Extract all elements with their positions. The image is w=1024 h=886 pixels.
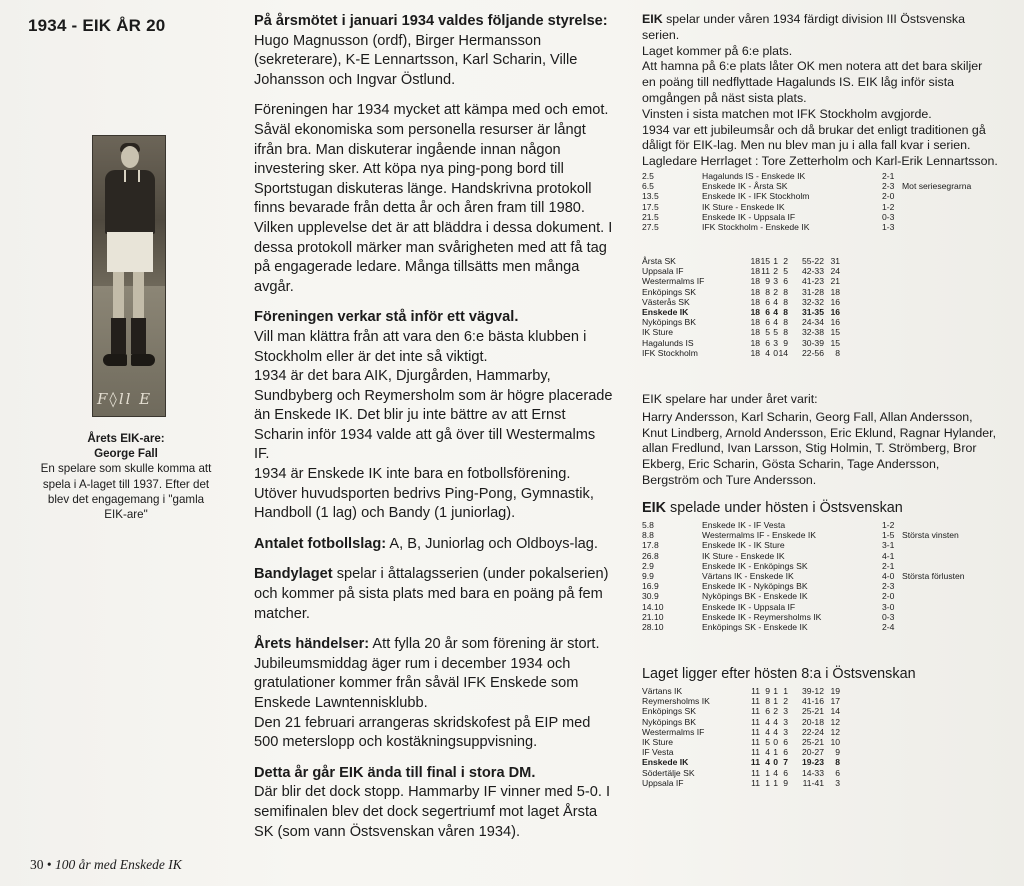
wins: 5 xyxy=(765,737,770,748)
draws: 4 xyxy=(773,726,778,737)
goals: 14-33 xyxy=(802,767,824,778)
goals: 22-24 xyxy=(802,726,824,737)
match-teams: Enskede IK - Uppsala IF xyxy=(702,211,796,222)
team-name: Nyköpings BK xyxy=(642,317,696,328)
page-footer xyxy=(30,857,182,873)
points: 16 xyxy=(830,317,840,328)
standings-row xyxy=(642,287,840,297)
losses: 14 xyxy=(778,347,788,358)
match-note xyxy=(902,602,1002,612)
points: 17 xyxy=(830,696,840,707)
match-row xyxy=(642,591,1002,601)
losses: 9 xyxy=(783,337,788,348)
match-row xyxy=(642,191,982,201)
bandy-heading: Bandylaget xyxy=(254,566,333,583)
points: 18 xyxy=(830,286,840,297)
match-note xyxy=(902,520,1002,530)
match-note xyxy=(902,612,1002,622)
team-name: Hagalunds IS xyxy=(642,337,694,348)
standings-row xyxy=(642,327,840,337)
draws: 1 xyxy=(773,686,778,696)
draws: 0 xyxy=(773,737,778,748)
match-date: 2.9 xyxy=(642,560,654,571)
match-row xyxy=(642,581,1002,591)
wins: 4 xyxy=(765,757,770,768)
games-played: 18 xyxy=(750,347,760,358)
standings-row xyxy=(642,717,840,727)
match-result: 2-3 xyxy=(882,581,895,592)
match-row xyxy=(642,530,1002,540)
match-note xyxy=(902,191,982,201)
match-date: 9.9 xyxy=(642,571,654,582)
points: 16 xyxy=(830,307,840,318)
match-result: 1-2 xyxy=(882,520,895,530)
standings-row xyxy=(642,696,840,706)
losses: 1 xyxy=(783,686,788,696)
standings-row xyxy=(642,757,840,767)
crossroads-heading: Föreningen verkar stå inför ett vägval. xyxy=(254,309,519,326)
standings-row xyxy=(642,256,840,266)
match-result: 2-0 xyxy=(882,591,895,602)
match-result: 4-0 xyxy=(882,571,895,582)
losses: 8 xyxy=(783,307,788,318)
match-note xyxy=(902,591,1002,601)
crossroads-text-2: 1934 är det bara AIK, Djurgården, Hammarby, Sundbyberg och Reymersholm som är högre placerade än Enskede IK. Det blir ju inte bättre av att Ernst Scharin inför 1934 valde att gå över till Westermalms IF. xyxy=(254,368,613,463)
photo-handwriting: F◊ll E xyxy=(97,390,153,408)
autumn-matches-table xyxy=(642,520,1002,632)
wins: 6 xyxy=(765,307,770,318)
match-date: 16.9 xyxy=(642,581,659,592)
games-played: 11 xyxy=(750,757,760,768)
board-section xyxy=(254,12,614,90)
games-played: 18 xyxy=(750,296,760,307)
games-played: 11 xyxy=(751,726,760,737)
standings-row xyxy=(642,276,840,286)
match-teams: Enskede IK - IFK Stockholm xyxy=(702,191,810,202)
match-date: 28.10 xyxy=(642,622,664,633)
wins: 9 xyxy=(765,276,770,287)
wins: 15 xyxy=(760,256,770,266)
autumn-heading xyxy=(642,500,903,516)
match-date: 17.5 xyxy=(642,201,659,212)
losses: 5 xyxy=(783,266,788,277)
match-date: 13.5 xyxy=(642,191,659,202)
goals: 20-27 xyxy=(802,747,824,758)
match-result: 3-0 xyxy=(882,601,895,612)
struggle-text: Föreningen har 1934 mycket att kämpa med och emot. Såväl ekonomiska som personella resurser är långt ifrån bra. Man diskuterar ingående innan någon investering sker. Att köpa nya ping-pong bord till Sportstugan diskuteras länge. Handskrivna protokoll finns bevarade från detta år och åren fram till 1980. Vilken upplevelse det är att bläddra i dessa dokument. I dessa protokoll märker man svårigheten med att få tag på engagerade ledare. Många tillsätts men många avgår. xyxy=(254,102,613,295)
match-date: 17.8 xyxy=(642,540,659,551)
games-played: 11 xyxy=(751,777,760,788)
dm-text: Där blir det dock stopp. Hammarby IF vinner med 5-0. I semifinalen blev det dock segertriumf mot laget Årsta SK (som vann Östsvenskan våren 1934). xyxy=(254,784,611,840)
draws: 1 xyxy=(773,696,778,707)
crossroads-section xyxy=(254,308,614,524)
wins: 8 xyxy=(765,696,770,707)
match-teams: IFK Stockholm - Enskede IK xyxy=(702,222,810,233)
players-text: Harry Andersson, Karl Scharin, Georg Fall, Allan Andersson, Knut Lindberg, Arnold Andersson, Eric Eklund, Ragnar Hylander, allan Fredlund, Ivan Larsson, Stig Holmin, T. Strömberg, Bror Ekberg, Eric Scharin, Gösta Scharin, Tage Andersson, Bergström och Ture Andersson. xyxy=(642,409,997,487)
match-note xyxy=(902,551,1002,561)
match-note xyxy=(902,222,982,232)
goals: 19-23 xyxy=(802,757,824,768)
points: 31 xyxy=(830,256,840,266)
match-teams: Enköpings SK - Enskede IK xyxy=(702,622,808,633)
match-result: 2-0 xyxy=(882,191,895,202)
draws: 4 xyxy=(773,296,778,307)
match-note xyxy=(902,561,1002,571)
points: 24 xyxy=(830,266,840,277)
teams-text: A, B, Juniorlag och Oldboys-lag. xyxy=(386,535,598,552)
losses: 3 xyxy=(783,706,788,717)
losses: 2 xyxy=(783,256,788,266)
wins: 4 xyxy=(765,747,770,758)
spring-standings-table xyxy=(642,256,840,358)
draws: 4 xyxy=(773,307,778,318)
match-note xyxy=(902,212,982,222)
intro-line-4: Vinsten i sista matchen mot IFK Stockholm avgjorde. xyxy=(642,106,932,121)
points: 21 xyxy=(830,276,840,287)
team-name: Enköpings SK xyxy=(642,706,696,717)
standings-row xyxy=(642,706,840,716)
match-date: 8.8 xyxy=(642,530,654,541)
wins: 4 xyxy=(765,347,770,358)
bandy-section xyxy=(254,565,614,624)
match-teams: Enskede IK - Årsta SK xyxy=(702,181,788,192)
points: 8 xyxy=(835,347,840,358)
match-date: 5.8 xyxy=(642,520,654,530)
draws: 1 xyxy=(773,256,778,266)
match-row xyxy=(642,571,1002,581)
losses: 9 xyxy=(783,777,788,788)
match-result: 2-4 xyxy=(882,622,895,633)
goals: 32-32 xyxy=(802,296,824,307)
match-teams: Enskede IK - IK Sture xyxy=(702,540,785,551)
wins: 1 xyxy=(765,777,770,788)
autumn-standings-table xyxy=(642,686,840,788)
match-note xyxy=(902,540,1002,550)
wins: 9 xyxy=(765,686,770,696)
match-teams: Westermalms IF - Enskede IK xyxy=(702,530,816,541)
teams-heading: Antalet fotbollslag: xyxy=(254,535,387,552)
players-heading: EIK spelare har under året varit: xyxy=(642,392,818,406)
match-teams: Nyköpings BK - Enskede IK xyxy=(702,591,808,602)
standings-row xyxy=(642,317,840,327)
draws: 2 xyxy=(773,706,778,717)
wins: 11 xyxy=(761,266,770,277)
team-name: Uppsala IF xyxy=(642,777,684,788)
match-row xyxy=(642,202,982,212)
board-heading: På årsmötet i januari 1934 valdes följande styrelse: xyxy=(254,13,608,29)
bandy-text: spelar i åttalagsserien (under pokalserien) och kommer på sista plats med bara en poäng på fem matcher. xyxy=(254,566,609,622)
points: 16 xyxy=(830,296,840,307)
points: 15 xyxy=(830,327,840,338)
match-result: 0-3 xyxy=(882,211,895,222)
games-played: 11 xyxy=(751,747,760,758)
points: 10 xyxy=(830,737,840,748)
photo-caption xyxy=(40,431,212,522)
wins: 4 xyxy=(765,726,770,737)
caption-title-2: George Fall xyxy=(94,447,158,461)
match-note xyxy=(902,202,982,212)
losses: 3 xyxy=(783,726,788,737)
standings-row xyxy=(642,747,840,757)
match-result: 2-1 xyxy=(882,560,895,571)
page-number: 30 • xyxy=(30,857,52,872)
match-result: 2-3 xyxy=(882,181,895,192)
games-played: 11 xyxy=(751,696,760,707)
goals: 42-33 xyxy=(802,266,824,277)
autumn-standings-heading: Laget ligger efter hösten 8:a i Östsvenskan xyxy=(642,666,916,682)
team-name: Årsta SK xyxy=(642,256,676,266)
intro-line-6: Lagledare Herrlaget : Tore Zetterholm och Karl-Erik Lennartsson. xyxy=(642,154,998,169)
events-text: Att fylla 20 år som förening är stort. Jubileumsmiddag äger rum i december 1934 och gratulationer kommer från såväl IFK Enskede som Enskede Lawntennisklubb. xyxy=(254,636,600,711)
games-played: 18 xyxy=(750,307,760,318)
standings-row xyxy=(642,778,840,788)
match-teams: Värtans IK - Enskede IK xyxy=(702,571,794,582)
draws: 4 xyxy=(773,716,778,727)
points: 15 xyxy=(830,337,840,348)
match-result: 1-3 xyxy=(882,222,895,233)
standings-row xyxy=(642,727,840,737)
team-name: Enskede IK xyxy=(642,307,689,318)
team-name: Westermalms IF xyxy=(642,276,705,287)
draws: 3 xyxy=(773,276,778,287)
wins: 5 xyxy=(765,327,770,338)
team-name: IF Vesta xyxy=(642,747,674,758)
games-played: 18 xyxy=(750,256,760,266)
chapter-title: 1934 - EIK ÅR 20 xyxy=(28,16,166,35)
match-result: 0-3 xyxy=(882,611,895,622)
dm-heading: Detta år går EIK ända till final i stora DM. xyxy=(254,764,536,781)
events-section xyxy=(254,635,614,753)
wins: 6 xyxy=(765,296,770,307)
intro-line-5: 1934 var ett jubileumsår och då brukar det enligt traditionen gå dåligt för EIK-lag. Men nu blev man ju i alla fall kvar i serien. xyxy=(642,122,986,153)
draws: 2 xyxy=(773,286,778,297)
match-note xyxy=(902,171,982,181)
wins: 6 xyxy=(765,317,770,328)
goals: 32-38 xyxy=(802,327,824,338)
standings-row xyxy=(642,737,840,747)
games-played: 18 xyxy=(750,276,760,287)
match-row xyxy=(642,222,982,232)
crossroads-text: Vill man klättra från att vara den 6:e bästa klubben i Stockholm eller är det inte så viktigt. xyxy=(254,328,587,365)
draws: 1 xyxy=(773,747,778,758)
losses: 6 xyxy=(783,276,788,287)
losses: 8 xyxy=(783,317,788,328)
match-teams: Enskede IK - Reymersholms IK xyxy=(702,611,822,622)
events-heading: Årets händelser: xyxy=(254,636,370,653)
games-played: 18 xyxy=(750,266,760,277)
match-row xyxy=(642,551,1002,561)
team-name: Reymersholms IK xyxy=(642,696,710,707)
match-teams: Enskede IK - Enköpings SK xyxy=(702,560,808,571)
match-row xyxy=(642,540,1002,550)
losses: 3 xyxy=(783,716,788,727)
match-row xyxy=(642,561,1002,571)
caption-text: En spelare som skulle komma att spela i A-laget till 1937. Efter det blev det engagemang i "gamla EIK-are" xyxy=(40,462,212,522)
match-row xyxy=(642,602,1002,612)
goals: 30-39 xyxy=(802,337,824,348)
match-date: 27.5 xyxy=(642,222,659,233)
autumn-heading-eik: EIK xyxy=(642,500,666,516)
draws: 0 xyxy=(773,347,778,358)
intro-eik: EIK xyxy=(642,12,663,26)
crossroads-text-3: 1934 är Enskede IK inte bara en fotbollsförening. Utöver huvudsporten bedrivs Ping-Pong, Gymnastik, Handboll (1 lag) och Bandy (1 juniorlag). xyxy=(254,466,594,522)
goals: 31-28 xyxy=(802,286,824,297)
wins: 6 xyxy=(765,337,770,348)
losses: 8 xyxy=(783,327,788,338)
match-teams: Enskede IK - IF Vesta xyxy=(702,520,786,530)
spring-matches-table xyxy=(642,171,982,232)
goals: 31-35 xyxy=(802,307,824,318)
draws: 2 xyxy=(773,266,778,277)
goals: 20-18 xyxy=(802,716,824,727)
team-name: Westermalms IF xyxy=(642,726,705,737)
losses: 6 xyxy=(783,737,788,748)
match-date: 2.5 xyxy=(642,171,654,181)
points: 6 xyxy=(835,767,840,778)
draws: 1 xyxy=(773,777,778,788)
match-row xyxy=(642,181,982,191)
goals: 24-34 xyxy=(802,317,824,328)
points: 12 xyxy=(830,726,840,737)
draws: 0 xyxy=(773,757,778,768)
autumn-heading-text: spelade under hösten i Östsvenskan xyxy=(666,500,903,516)
match-note: Största förlusten xyxy=(902,571,965,582)
goals: 55-22 xyxy=(802,256,824,266)
goals: 41-23 xyxy=(802,276,824,287)
standings-row xyxy=(642,338,840,348)
games-played: 18 xyxy=(750,327,760,338)
draws: 3 xyxy=(773,337,778,348)
main-article xyxy=(254,12,614,853)
team-name: IK Sture xyxy=(642,327,674,338)
intro-line-2: Laget kommer på 6:e plats. xyxy=(642,43,793,58)
match-date: 26.8 xyxy=(642,550,659,561)
match-row xyxy=(642,520,1002,530)
dm-section xyxy=(254,764,614,842)
draws: 4 xyxy=(773,317,778,328)
points: 3 xyxy=(835,777,840,788)
standings-row xyxy=(642,307,840,317)
match-date: 21.5 xyxy=(642,211,659,222)
points: 19 xyxy=(830,686,840,696)
standings-row xyxy=(642,266,840,276)
match-teams: Hagalunds IS - Enskede IK xyxy=(702,171,806,181)
player-photo xyxy=(92,135,166,417)
goals: 22-56 xyxy=(802,347,824,358)
wins: 8 xyxy=(765,286,770,297)
standings-row xyxy=(642,768,840,778)
match-teams: IK Sture - Enskede IK xyxy=(702,550,785,561)
games-played: 11 xyxy=(751,716,760,727)
match-result: 1-2 xyxy=(882,201,895,212)
losses: 6 xyxy=(783,767,788,778)
match-row xyxy=(642,622,1002,632)
games-played: 18 xyxy=(750,317,760,328)
losses: 7 xyxy=(783,757,788,768)
wins: 1 xyxy=(765,767,770,778)
team-name: Enskede IK xyxy=(642,757,689,768)
match-teams: Enskede IK - Uppsala IF xyxy=(702,601,796,612)
losses: 8 xyxy=(783,286,788,297)
wins: 4 xyxy=(765,716,770,727)
wins: 6 xyxy=(765,706,770,717)
match-row xyxy=(642,612,1002,622)
standings-row xyxy=(642,348,840,358)
match-result: 1-5 xyxy=(882,530,895,541)
events-text-2: Den 21 februari arrangeras skridskofest på EIP med 500 meterslopp och kostäkningsuppvisning. xyxy=(254,714,591,751)
match-note: Största vinsten xyxy=(902,530,959,541)
match-note xyxy=(902,581,1002,591)
goals: 39-12 xyxy=(802,686,824,696)
team-name: Enköpings SK xyxy=(642,286,696,297)
match-result: 4-1 xyxy=(882,550,895,561)
match-date: 6.5 xyxy=(642,181,654,192)
games-played: 18 xyxy=(750,286,760,297)
struggle-section xyxy=(254,101,614,297)
match-teams: Enskede IK - Nyköpings BK xyxy=(702,581,808,592)
match-date: 30.9 xyxy=(642,591,659,602)
spring-intro xyxy=(642,12,998,170)
losses: 2 xyxy=(783,696,788,707)
goals: 41-16 xyxy=(802,696,824,707)
goals: 25-21 xyxy=(802,706,824,717)
points: 9 xyxy=(835,747,840,758)
intro-line-3: Att hamna på 6:e plats låter OK men notera att det bara skiljer en poäng till nedflyttade Hagalunds IS. EIK låg inför sista omgången på näst sista plats. xyxy=(642,59,983,105)
match-result: 2-1 xyxy=(882,171,895,181)
team-name: Uppsala IF xyxy=(642,266,684,277)
games-played: 11 xyxy=(751,686,760,696)
team-name: IK Sture xyxy=(642,737,674,748)
losses: 6 xyxy=(783,747,788,758)
standings-row xyxy=(642,297,840,307)
games-played: 11 xyxy=(751,737,760,748)
draws: 4 xyxy=(773,767,778,778)
points: 8 xyxy=(835,757,840,768)
teams-section xyxy=(254,535,614,555)
team-name: Södertälje SK xyxy=(642,767,695,778)
match-row xyxy=(642,171,982,181)
board-text: Hugo Magnusson (ordf), Birger Hermansson (sekreterare), K-E Lennartsson, Karl Scharin, Ville Johansson och Ingvar Östlund. xyxy=(254,32,578,88)
losses: 8 xyxy=(783,296,788,307)
goals: 25-21 xyxy=(802,737,824,748)
team-name: Västerås SK xyxy=(642,296,690,307)
caption-title-1: Årets EIK-are: xyxy=(87,432,165,445)
games-played: 11 xyxy=(751,706,760,717)
book-title: 100 år med Enskede IK xyxy=(54,857,182,872)
intro-line-1: spelar under våren 1934 färdigt division III Östsvenska serien. xyxy=(642,12,966,42)
team-name: IFK Stockholm xyxy=(642,347,698,358)
match-result: 3-1 xyxy=(882,540,895,551)
match-note: Mot seriesegrarna xyxy=(902,181,972,192)
games-played: 11 xyxy=(751,767,760,778)
match-date: 14.10 xyxy=(642,601,664,612)
team-name: Nyköpings BK xyxy=(642,716,696,727)
match-row xyxy=(642,212,982,222)
standings-row xyxy=(642,686,840,696)
match-note xyxy=(902,622,1002,632)
match-date: 21.10 xyxy=(642,611,664,622)
match-teams: IK Sture - Enskede IK xyxy=(702,201,785,212)
team-name: Värtans IK xyxy=(642,686,683,696)
points: 14 xyxy=(830,706,840,717)
games-played: 18 xyxy=(750,337,760,348)
players-section xyxy=(642,392,998,489)
draws: 5 xyxy=(773,327,778,338)
goals: 11-41 xyxy=(802,777,824,788)
points: 12 xyxy=(830,716,840,727)
